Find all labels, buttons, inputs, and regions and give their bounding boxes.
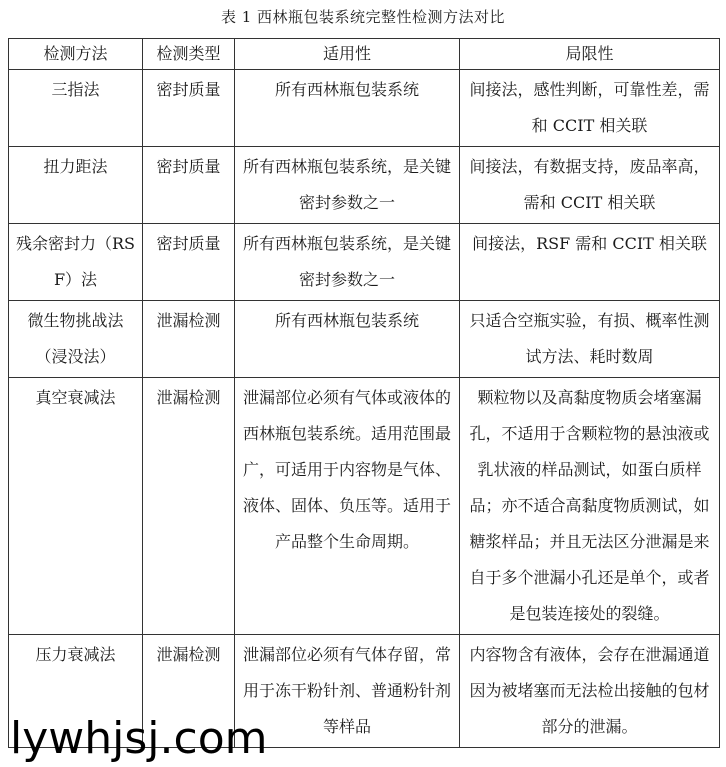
table-row: [9, 301, 720, 378]
cell-applicability: 泄漏部位必须有气体存留，常用于冻干粉针剂、普通粉针剂等样品: [235, 635, 460, 748]
cell-limitation: 只适合空瓶实验，有损、概率性测试方法、耗时数周: [460, 301, 720, 378]
table-row: [9, 70, 720, 147]
cell-applicability: 所有西林瓶包装系统: [235, 70, 460, 147]
header-applicability: 适用性: [235, 39, 460, 70]
cell-method: 残余密封力（RSF）法: [9, 224, 143, 301]
cell-applicability: 所有西林瓶包装系统，是关键密封参数之一: [235, 147, 460, 224]
cell-method: 三指法: [9, 70, 143, 147]
cell-applicability: 所有西林瓶包装系统: [235, 301, 460, 378]
cell-limitation: 间接法，RSF 需和 CCIT 相关联: [460, 224, 720, 301]
cell-type: 泄漏检测: [143, 635, 235, 748]
table-caption: 表 1 西林瓶包装系统完整性检测方法对比: [220, 8, 506, 26]
cell-method: 真空衰减法: [9, 378, 143, 635]
cell-method: 扭力距法: [9, 147, 143, 224]
cell-applicability: 泄漏部位必须有气体或液体的西林瓶包装系统。适用范围最广，可适用于内容物是气体、液体、固体、负压等。适用于产品整个生命周期。: [235, 378, 460, 635]
table-row: [9, 378, 720, 635]
header-type: 检测类型: [143, 39, 235, 70]
cell-limitation: 颗粒物以及高黏度物质会堵塞漏孔，不适用于含颗粒物的悬浊液或乳状液的样品测试，如蛋白质样品；亦不适合高黏度物质测试，如糖浆样品；并且无法区分泄漏是来自于多个泄漏小孔还是单个，或者是包装连接处的裂缝。: [460, 378, 720, 635]
table-row: [9, 224, 720, 301]
cell-type: 泄漏检测: [143, 301, 235, 378]
cell-method: 压力衰减法: [9, 635, 143, 748]
cell-type: 密封质量: [143, 147, 235, 224]
cell-limitation: 间接法，有数据支持，废品率高，需和 CCIT 相关联: [460, 147, 720, 224]
cell-type: 密封质量: [143, 70, 235, 147]
cell-applicability: 所有西林瓶包装系统，是关键密封参数之一: [235, 224, 460, 301]
watermark: lywhjsj.com: [10, 713, 268, 764]
cell-type: 密封质量: [143, 224, 235, 301]
table-header-row: [9, 39, 720, 70]
cell-limitation: 间接法，感性判断，可靠性差，需和 CCIT 相关联: [460, 70, 720, 147]
cell-type: 泄漏检测: [143, 378, 235, 635]
table-row: [9, 147, 720, 224]
header-limitation: 局限性: [460, 39, 720, 70]
cell-limitation: 内容物含有液体，会存在泄漏通道因为被堵塞而无法检出接触的包材部分的泄漏。: [460, 635, 720, 748]
comparison-table: [8, 38, 720, 748]
header-method: 检测方法: [9, 39, 143, 70]
cell-method: 微生物挑战法（浸没法）: [9, 301, 143, 378]
